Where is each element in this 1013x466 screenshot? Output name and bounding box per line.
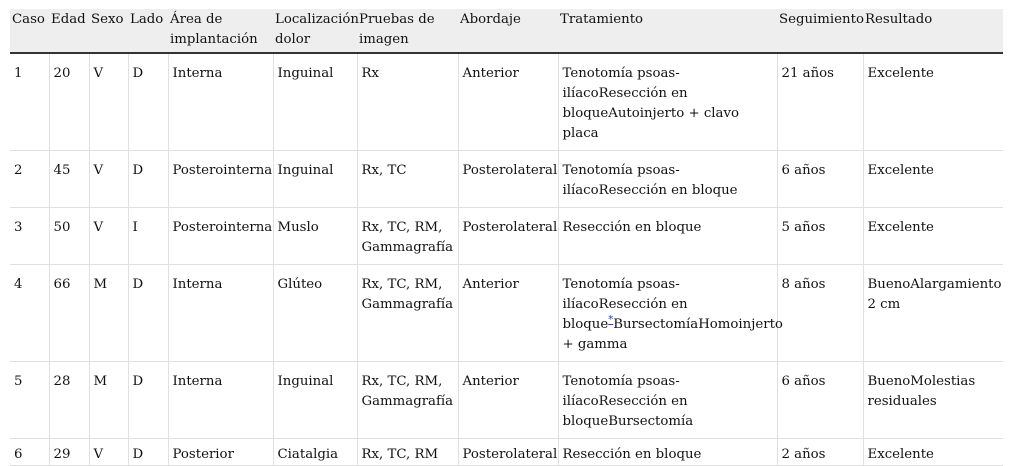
header-area: Área de implantación [168,9,273,53]
table-row [10,265,1003,362]
header-sexo: Sexo [89,9,128,53]
cell-seguimiento: 21 años [777,53,863,151]
cell-edad: 20 [49,53,89,151]
cell-tratamiento: Tenotomía psoas-ilíacoResección en bloqueAutoinjerto + clavo placa [558,53,777,151]
cell-seguimiento: 8 años [777,265,863,362]
header-row [10,9,1003,53]
cell-area: Posterointerna [168,208,273,265]
cell-localizacion: Ciatalgia [273,439,357,466]
cell-abordaje: Anterior [458,265,558,362]
cell-sexo: V [89,151,128,208]
cell-caso: 4 [10,265,49,362]
cell-pruebas: Rx, TC, RM, Gammagrafía [357,362,458,439]
cell-resultado: BuenoAlargamiento 2 cm [863,265,1003,362]
cell-area: Posterointerna [168,151,273,208]
table-row [10,53,1003,151]
cell-lado: D [128,265,168,362]
cell-abordaje: Posterolateral [458,151,558,208]
cell-resultado: Excelente [863,208,1003,265]
cell-area: Interna [168,362,273,439]
cell-tratamiento [558,265,783,362]
cell-seguimiento: 2 años [777,439,863,466]
cell-area: Interna [168,265,273,362]
cell-edad: 29 [49,439,89,466]
cell-sexo: V [89,208,128,265]
cell-localizacion: Inguinal [273,53,357,151]
cell-seguimiento: 5 años [777,208,863,265]
treatment-text-tail: BursectomíaHomoinjerto + gamma [562,317,783,352]
cell-caso: 6 [10,439,49,466]
cell-pruebas: Rx, TC, RM, Gammagrafía [357,208,458,265]
table-row [10,208,1003,265]
cell-pruebas: Rx, TC, RM [357,439,458,466]
cell-lado: I [128,208,168,265]
header-edad: Edad [49,9,89,53]
header-tratamiento: Tratamiento [558,9,777,53]
header-lado: Lado [128,9,168,53]
case-table [10,9,1003,466]
cell-sexo: M [89,362,128,439]
cell-caso: 3 [10,208,49,265]
cell-caso: 5 [10,362,49,439]
cell-lado: D [128,151,168,208]
cell-abordaje: Posterolateral [458,439,558,466]
header-localizacion: Localización dolor [273,9,357,53]
cell-tratamiento: Tenotomía psoas-ilíacoResección en bloqueBursectomía [558,362,777,439]
cell-resultado: Excelente [863,53,1003,151]
cell-caso: 1 [10,53,49,151]
cell-sexo: V [89,53,128,151]
cell-lado: D [128,362,168,439]
header-abordaje: Abordaje [458,9,558,53]
cell-resultado: BuenoMolestias residuales [863,362,1003,439]
cell-sexo: M [89,265,128,362]
cell-localizacion: Inguinal [273,151,357,208]
cell-pruebas: Rx [357,53,458,151]
cell-sexo: V [89,439,128,466]
table-row [10,439,1003,466]
header-caso: Caso [10,9,49,53]
cell-tratamiento: Tenotomía psoas-ilíacoResección en bloque [558,151,777,208]
cell-seguimiento: 6 años [777,151,863,208]
cell-seguimiento: 6 años [777,362,863,439]
cell-abordaje: Posterolateral [458,208,558,265]
header-resultado: Resultado [863,9,1003,53]
cell-localizacion: Inguinal [273,362,357,439]
table-row [10,151,1003,208]
cell-edad: 50 [49,208,89,265]
cell-localizacion: Glúteo [273,265,357,362]
cell-edad: 66 [49,265,89,362]
table-row [10,362,1003,439]
cell-pruebas: Rx, TC [357,151,458,208]
cell-lado: D [128,439,168,466]
cell-abordaje: Anterior [458,53,558,151]
cell-edad: 28 [49,362,89,439]
cell-resultado: Excelente [863,151,1003,208]
cell-resultado: Excelente [863,439,1003,466]
cell-caso: 2 [10,151,49,208]
cell-tratamiento: Resección en bloque [558,439,777,466]
cell-pruebas: Rx, TC, RM, Gammagrafía [357,265,458,362]
cell-area: Interna [168,53,273,151]
cell-abordaje: Anterior [458,362,558,439]
cell-edad: 45 [49,151,89,208]
cell-localizacion: Muslo [273,208,357,265]
cell-area: Posterior [168,439,273,466]
header-pruebas: Pruebas de imagen [357,9,458,53]
header-seguimiento: Seguimiento [777,9,863,53]
cell-tratamiento: Resección en bloque [558,208,777,265]
cell-lado: D [128,53,168,151]
treatment-text: Tenotomía psoas-ilíacoResección en bloque [562,277,688,332]
footnote-link[interactable]: * [608,314,614,326]
